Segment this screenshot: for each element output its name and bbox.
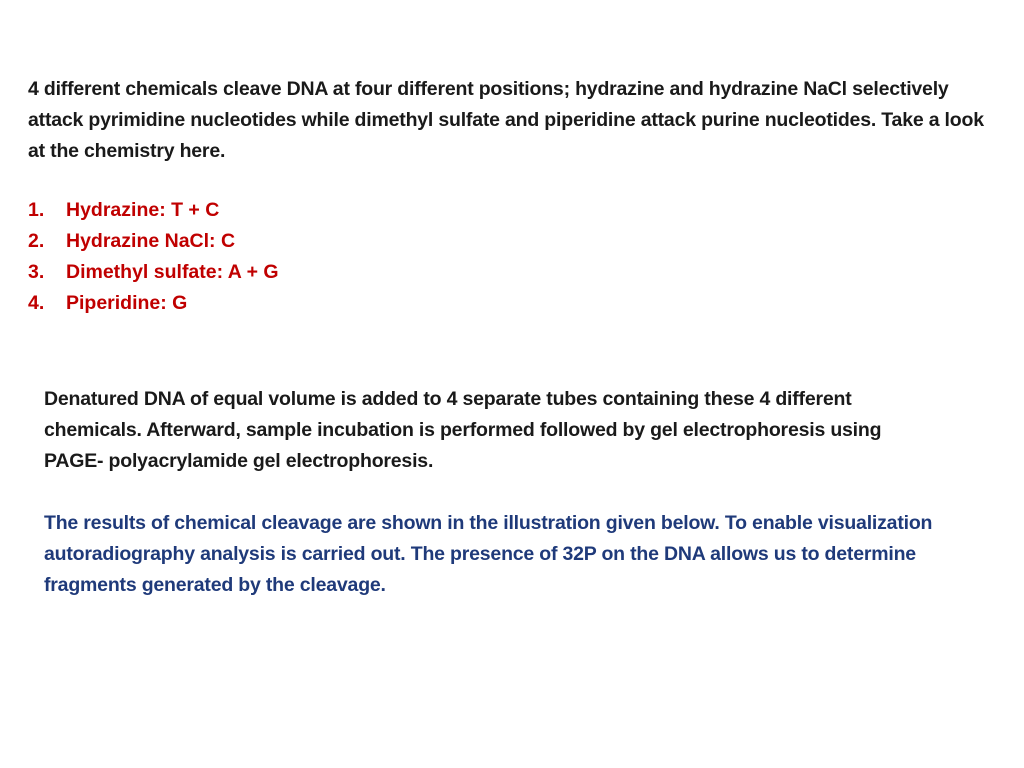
list-number: 1.	[28, 199, 45, 221]
list-number: 2.	[28, 230, 45, 252]
list-item	[28, 288, 998, 319]
list-number: 4.	[28, 292, 45, 314]
chemical-list	[28, 195, 998, 319]
list-number: 3.	[28, 261, 45, 283]
list-label: Hydrazine: T + C	[66, 199, 220, 221]
list-item	[28, 195, 998, 226]
procedure-paragraph: Denatured DNA of equal volume is added to 4 separate tubes containing these 4 different chemicals. Afterward, sample incubation is performed followed by gel electrophoresis using PAGE- polyacrylamide gel electrophoresis.	[44, 388, 882, 472]
list-label: Hydrazine NaCl: C	[66, 230, 236, 252]
list-item	[28, 257, 998, 288]
results-paragraph: The results of chemical cleavage are shown in the illustration given below. To enable visualization autoradiography analysis is carried out. The presence of 32P on the DNA allows us to determine fragments generated by the cleavage.	[44, 512, 933, 596]
top-content	[28, 74, 998, 319]
bottom-content	[44, 384, 944, 601]
list-label: Dimethyl sulfate: A + G	[66, 261, 279, 283]
list-label: Piperidine: G	[66, 292, 188, 314]
intro-paragraph: 4 different chemicals cleave DNA at four different positions; hydrazine and hydrazine NaCl selectively attack pyrimidine nucleotides while dimethyl sulfate and piperidine attack purine nucleotides. Take a look at the chemistry here.	[28, 78, 984, 162]
list-item	[28, 226, 998, 257]
